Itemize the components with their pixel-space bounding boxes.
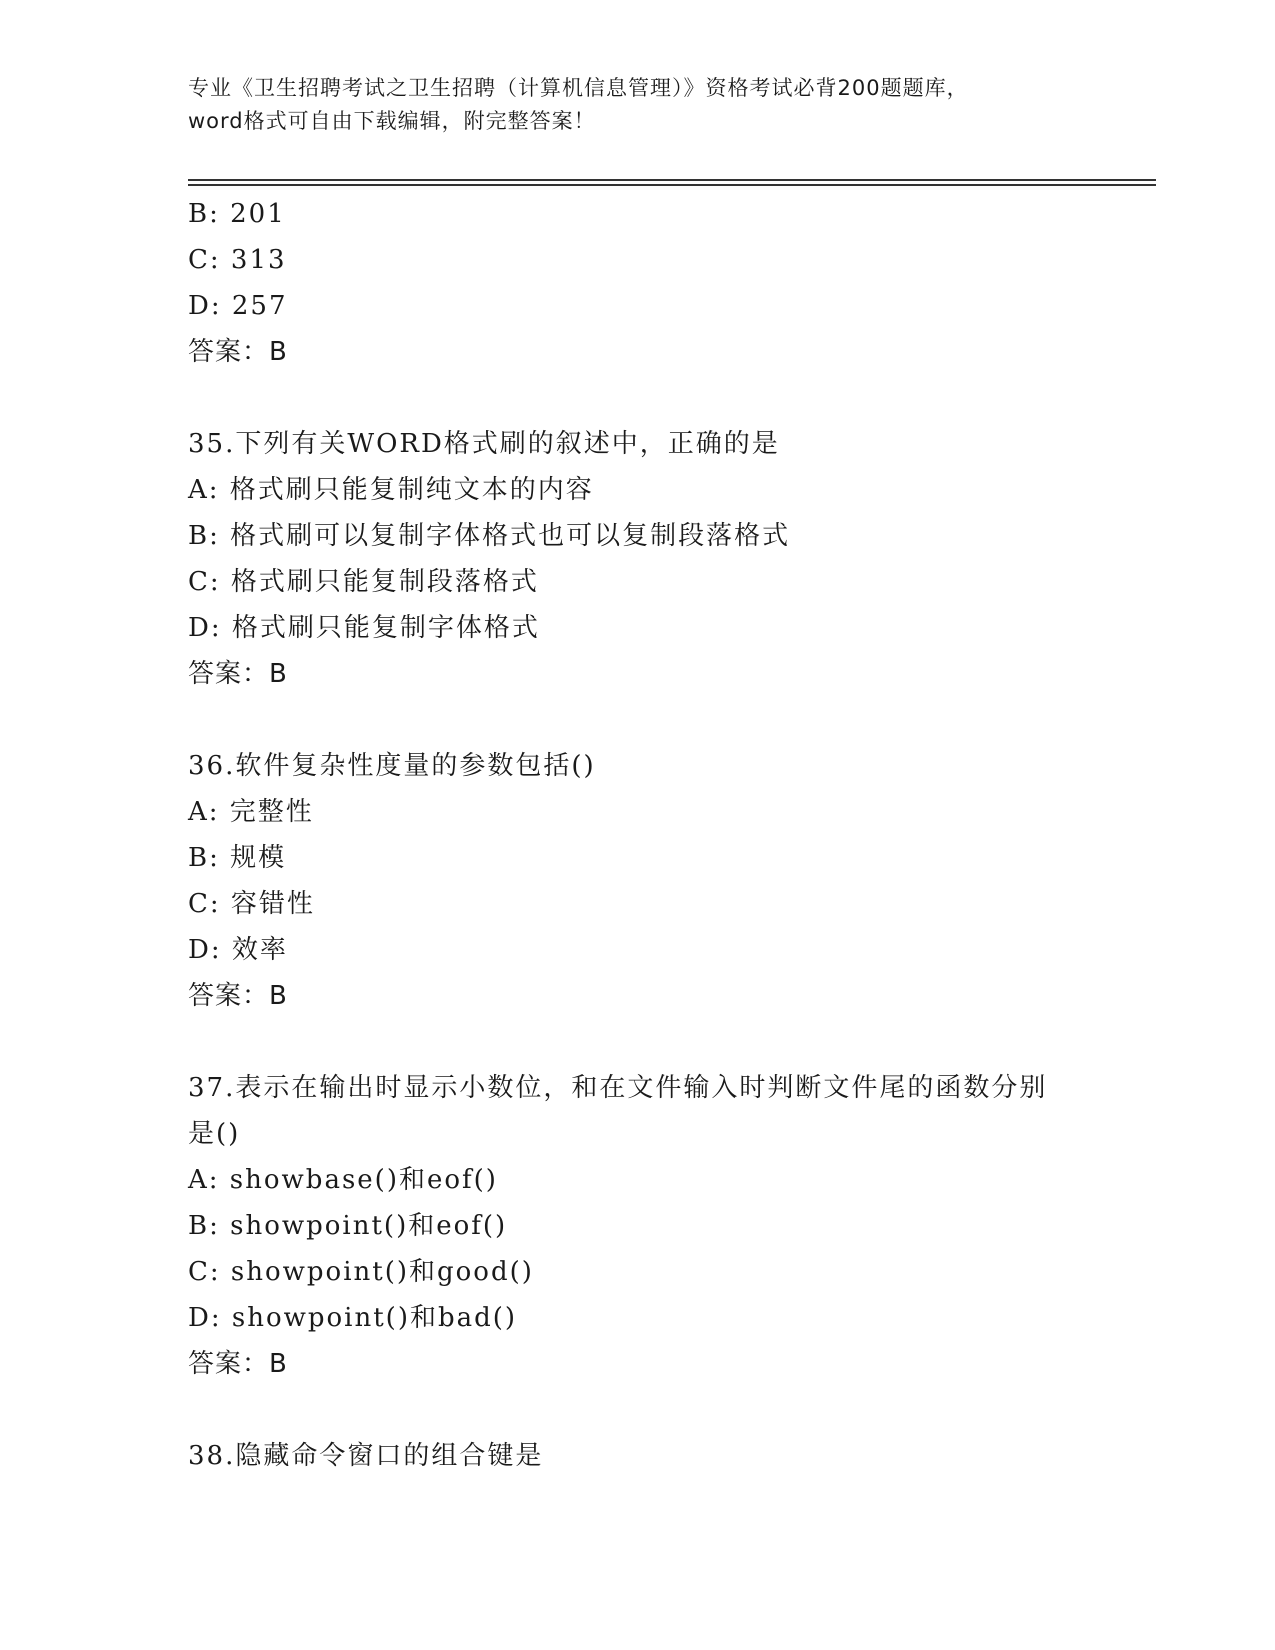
- question-title-line-1: 37.表示在输出时显示小数位，和在文件输入时判断文件尾的函数分别: [188, 1073, 1048, 1103]
- question-title: 38.隐藏命令窗口的组合键是: [188, 1441, 544, 1471]
- question-title: 36.软件复杂性度量的参数包括(): [188, 751, 596, 781]
- option-b: B: 规模: [188, 843, 287, 873]
- question-38: [188, 1433, 1088, 1479]
- header-title-line-2: word格式可自由下载编辑，附完整答案！: [188, 109, 596, 133]
- option-c: C: 容错性: [188, 889, 315, 919]
- option-b: B: 201: [188, 199, 286, 229]
- option-d: D: showpoint()和bad(): [188, 1303, 518, 1333]
- header-divider-bottom: [188, 184, 1156, 186]
- question-list: [188, 191, 1088, 1479]
- answer-line: 答案：B: [188, 1349, 288, 1379]
- option-a: A: 完整性: [188, 797, 314, 827]
- answer-line: 答案：B: [188, 659, 288, 689]
- option-c: C: 313: [188, 245, 287, 275]
- question-title: 35.下列有关WORD格式刷的叙述中，正确的是: [188, 429, 780, 459]
- spacer: [188, 1019, 1088, 1065]
- header-divider-top: [188, 179, 1156, 181]
- option-c: C: showpoint()和good(): [188, 1257, 534, 1287]
- option-d: D: 格式刷只能复制字体格式: [188, 613, 540, 643]
- question-36: [188, 743, 1088, 1019]
- option-d: D: 效率: [188, 935, 288, 965]
- spacer: [188, 697, 1088, 743]
- question-34-continued: [188, 191, 1088, 375]
- option-b: B: showpoint()和eof(): [188, 1211, 508, 1241]
- question-37: [188, 1065, 1088, 1387]
- option-b: B: 格式刷可以复制字体格式也可以复制段落格式: [188, 521, 791, 551]
- option-c: C: 格式刷只能复制段落格式: [188, 567, 539, 597]
- question-title-line-2: 是(): [188, 1119, 241, 1149]
- option-a: A: showbase()和eof(): [188, 1165, 498, 1195]
- option-d: D: 257: [188, 291, 288, 321]
- spacer: [188, 375, 1088, 421]
- document-header: [188, 72, 1088, 138]
- answer-line: 答案：B: [188, 981, 288, 1011]
- spacer: [188, 1387, 1088, 1433]
- header-title-line-1: 专业《卫生招聘考试之卫生招聘（计算机信息管理）》资格考试必背200题题库，: [188, 76, 969, 100]
- question-35: [188, 421, 1088, 697]
- answer-line: 答案：B: [188, 337, 288, 367]
- option-a: A: 格式刷只能复制纯文本的内容: [188, 475, 594, 505]
